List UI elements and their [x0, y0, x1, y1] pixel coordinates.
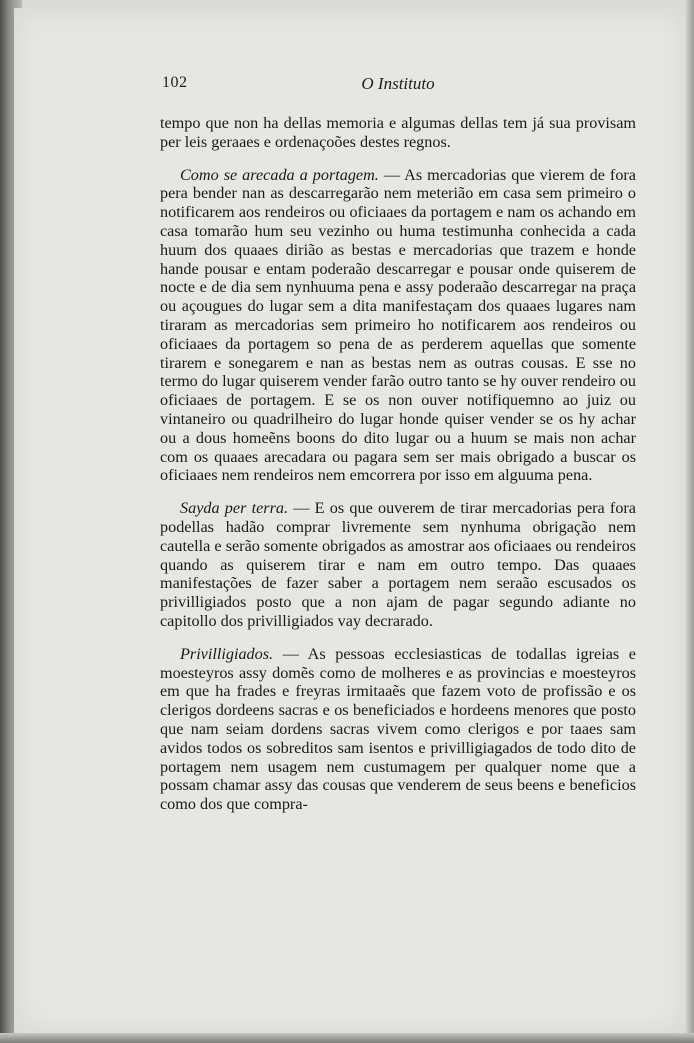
page-bottom-edge: [0, 1033, 694, 1043]
paragraph-text: — E os que ouverem de tirar mercadorias pera fora podellas hadão comprar livremente sem nynhuma obrigação nem cautella e serão somente obrigados as amostrar aos oficiaaes ou rendeiros quando as quiserem tirar e nam em outro tempo. Das quaaes manifestações de fazer saber a portagem nem seraão escusados os privilligiados posto que a non ajam de pagar segundo adiante no capitollo dos privilligiados vay decrarado.: [160, 499, 636, 630]
paragraph-text: — As pessoas ecclesiasticas de todallas igreias e moesteyros assy domẽs como de molheres e as provincias e moesteyros em que ha frades e freyras irmitaaẽs que fazem voto de profissão e os clerigos dordeens sacras e os beneficiados e hordeens menores que posto que nam seiam dordens sacras vivem como clerigos e por taaes sam avidos todos os sobreditos sam isentos e privilligiagados de todo dito de portagem nem usagem nem custumagem per qualquer nome que a possam chamar assy das cousas que venderem de seus beens e beneficios como dos que compra-: [160, 644, 636, 814]
paragraph-continuation: [160, 114, 636, 152]
section-heading: Privilligiados.: [180, 644, 274, 663]
paragraph-sayda: [160, 499, 636, 631]
page-right-edge: [686, 0, 694, 1043]
paragraph-arecadacao: [160, 166, 636, 486]
body-text: [160, 114, 636, 828]
section-heading: Como se arecada a portagem.: [180, 165, 379, 184]
running-header: [160, 74, 636, 98]
running-title: O Instituto: [361, 74, 435, 93]
paragraph-text: tempo que non ha dellas memoria e algumas dellas tem já sua provisam per leis geraaes e ordenaçoões destes regnos.: [160, 114, 636, 151]
paragraph-text: — As mercadorias que vierem de fora pera bender nan as descarregarão nem meterião em casa sem primeiro o notificarem aos rendeiros ou oficiaaes da portagem e nam os achando em casa tomarão hum seu vezinho ou huma testimunha conhecida a cada huum dos quaaes dirião as bestas e mercadorias que trazem e honde hande pousar e entam poderaão descarregar e pousar onde quiserem de nocte e de dia sem nynhuuma pena e assy poderaão descarregar na praça ou açougues do lugar sem a dita manifestaçam dos quaaes lugares nam tiraram as mercadorias sem primeiro ho notificarem aos rendeiros ou oficiaaes da portagem so pena de as perderem aquellas que somente tirarem e sonegarem e nan as bestas nem as outras cousas. E sse no termo do lugar quiserem vender farão outro tanto se hy ouver rendeiro ou oficiaaes de portagem. E se os non ouver notifiquemno ao juiz ou vintaneiro ou quadrilheiro do lugar honde quiser vender se os hy achar ou a dous homeẽns boons do dito lugar ou a huum se mais non achar com os quaaes arecadara ou pagara sem ser mais obrigado a buscar os oficiaaes nem rendeiros nem emcorrera por isso em alguuma pena.: [160, 165, 636, 485]
page-number: 102: [162, 74, 188, 91]
section-heading: Sayda per terra.: [180, 499, 289, 518]
paragraph-privilligiados: [160, 645, 636, 814]
